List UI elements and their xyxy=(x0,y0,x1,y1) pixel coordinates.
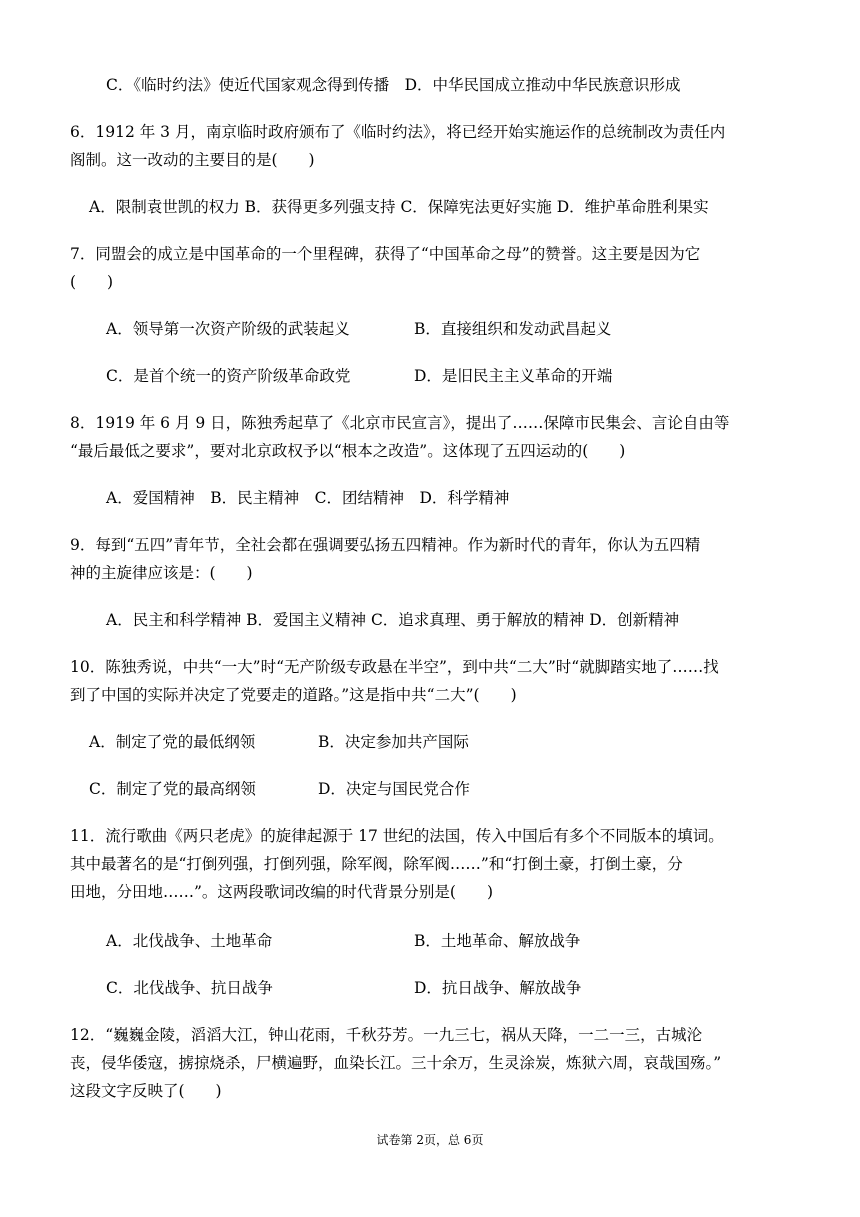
question-11-stem-line-1: 11．流行歌曲《两只老虎》的旋律起源于 17 世纪的法国，传入中国后有多个不同版本的填词。 xyxy=(70,827,724,845)
question-6-options: A．限制袁世凯的权力 B．获得更多列强支持 C．保障宪法更好实施 D．维护革命胜利果实 xyxy=(89,198,709,216)
question-11-option-b: B．土地革命、解放战争 xyxy=(414,932,581,950)
question-10-option-b: B．决定参加共产国际 xyxy=(318,733,469,751)
question-6-stem-line-1: 6．1912 年 3 月，南京临时政府颁布了《临时约法》，将已经开始实施运作的总统制改为责任内 xyxy=(70,123,726,141)
question-8-stem-line-1: 8．1919 年 6 月 9 日，陈独秀起草了《北京市民宣言》，提出了……保障市民集会、言论自由等 xyxy=(70,414,730,432)
question-9-stem-line-2: 神的主旋律应该是：( ) xyxy=(70,564,253,582)
question-8-options: A．爱国精神 B．民主精神 C．团结精神 D．科学精神 xyxy=(106,489,510,507)
question-7-option-a: A．领导第一次资产阶级的武装起义 xyxy=(106,320,350,338)
question-10-option-d: D．决定与国民党合作 xyxy=(318,780,470,798)
question-10-stem-line-2: 到了中国的实际并决定了党要走的道路。”这是指中共“二大”( ) xyxy=(70,686,517,704)
question-12-stem-line-2: 丧，侵华倭寇，掳掠烧杀，尸横遍野，血染长江。三十余万，生灵涂炭，炼狱六周，哀哉国殇。” xyxy=(70,1054,722,1072)
question-7-stem-line-2: ( ) xyxy=(70,273,114,291)
question-11-option-a: A．北伐战争、土地革命 xyxy=(106,932,273,950)
question-10-option-c: C．制定了党的最高纲领 xyxy=(89,780,256,798)
page-footer: 试卷第 2页，总 6页 xyxy=(376,1133,484,1147)
question-10-option-a: A．制定了党的最低纲领 xyxy=(89,733,256,751)
question-10-stem-line-1: 10．陈独秀说，中共“一大”时“无产阶级专政悬在半空”，到中共“二大”时“就脚踏实地了……找 xyxy=(70,658,719,676)
question-7-option-c: C．是首个统一的资产阶级革命政党 xyxy=(106,367,351,385)
question-12-stem-line-1: 12．“巍巍金陵，滔滔大江，钟山花雨，千秋芬芳。一九三七，祸从天降，一二一三，古城沦 xyxy=(70,1026,703,1044)
question-5-options-cd: C．《临时约法》使近代国家观念得到传播 D．中华民国成立推动中华民族意识形成 xyxy=(106,76,681,94)
question-7-stem-line-1: 7．同盟会的成立是中国革命的一个里程碑，获得了“中国革命之母”的赞誉。这主要是因为它 xyxy=(70,245,701,263)
question-7-option-d: D．是旧民主主义革命的开端 xyxy=(414,367,613,385)
question-11-option-c: C．北伐战争、抗日战争 xyxy=(106,979,273,997)
question-12-stem-line-3: 这段文字反映了( ) xyxy=(70,1082,222,1100)
question-11-option-d: D．抗日战争、解放战争 xyxy=(414,979,582,997)
question-9-options: A．民主和科学精神 B．爱国主义精神 C．追求真理、勇于解放的精神 D．创新精神 xyxy=(106,611,680,629)
question-6-stem-line-2: 阁制。这一改动的主要目的是( ) xyxy=(70,151,315,169)
question-8-stem-line-2: “最后最低之要求”，要对北京政权予以“根本之改造”。这体现了五四运动的( ) xyxy=(70,442,626,460)
question-7-option-b: B．直接组织和发动武昌起义 xyxy=(414,320,612,338)
question-9-stem-line-1: 9．每到“五四”青年节，全社会都在强调要弘扬五四精神。作为新时代的青年，你认为五四精 xyxy=(70,536,701,554)
question-11-stem-line-3: 田地，分田地……”。这两段歌词改编的时代背景分别是( ) xyxy=(70,883,494,901)
question-11-stem-line-2: 其中最著名的是“打倒列强，打倒列强，除军阀，除军阀……”和“打倒土豪，打倒土豪，分 xyxy=(70,855,683,873)
